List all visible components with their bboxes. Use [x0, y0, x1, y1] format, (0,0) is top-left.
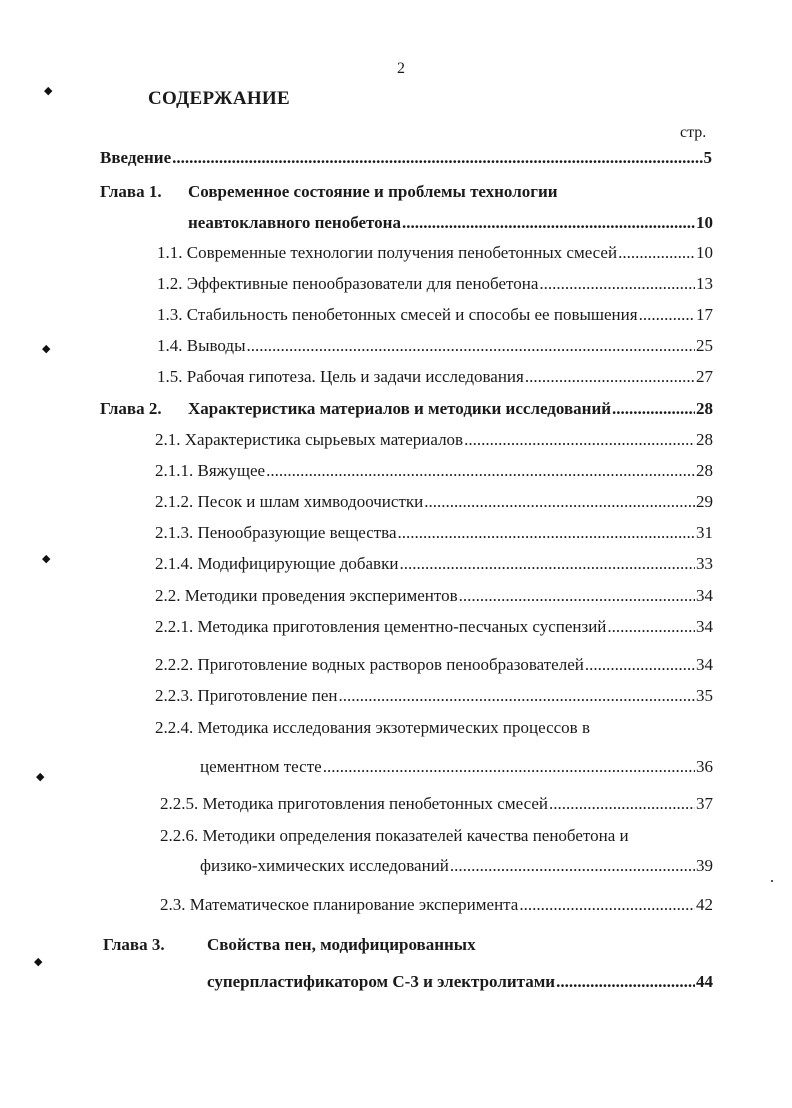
toc-entry[interactable]: 2.1.1. Вяжущее ..... 28	[155, 461, 713, 485]
binder-hole-mark: ◆	[36, 771, 45, 783]
leader-dots	[459, 586, 695, 606]
leader-dots	[639, 305, 695, 325]
page-title: СОДЕРЖАНИЕ	[148, 88, 290, 109]
chapter-2-label: Глава 2.	[100, 399, 162, 418]
leader-dots	[450, 856, 695, 876]
leader-dots	[424, 492, 695, 512]
toc-entry-2-3[interactable]: 2.3. Математическое планирование эксперимента ..... 42	[160, 895, 713, 919]
chapter-3-title: Свойства пен, модифицированных	[207, 935, 476, 954]
chapter-1-label: Глава 1.	[100, 182, 162, 201]
toc-entry-2-2-6[interactable]: физико-химических исследований ..... 39	[200, 856, 713, 880]
toc-entry-2-2-6-line1: 2.2.6. Методики определения показателей качества пенобетона и	[160, 826, 629, 845]
toc-entry-2-2-5[interactable]: 2.2.5. Методика приготовления пенобетонных смесей ..... 37	[160, 794, 713, 818]
toc-entry[interactable]: 2.2.2. Приготовление водных растворов пенообразователей ..... 34	[155, 655, 713, 679]
chapter-3-label: Глава 3.	[103, 935, 165, 954]
leader-dots	[247, 336, 695, 356]
leader-dots	[323, 757, 695, 777]
toc-entry-2-2-4-line1: 2.2.4. Методика исследования экзотермических процессов в	[155, 718, 590, 737]
toc-entry[interactable]: 2.2. Методики проведения экспериментов ..... 34	[155, 586, 713, 610]
page-column-label: стр.	[680, 124, 707, 141]
toc-entry[interactable]: 2.1. Характеристика сырьевых материалов ..... 28	[155, 430, 713, 454]
binder-hole-mark: ◆	[42, 343, 51, 355]
leader-dots	[539, 274, 695, 294]
leader-dots	[549, 794, 695, 814]
toc-entry-chapter-3[interactable]: суперпластификатором С-3 и электролитами ..... 44	[207, 972, 713, 996]
toc-entry[interactable]: 1.1. Современные технологии получения пенобетонных смесей ..... 10	[157, 243, 713, 267]
page-number: 2	[397, 60, 405, 77]
toc-entry-chapter-1[interactable]: неавтоклавного пенобетона ..... 10	[188, 213, 713, 237]
toc-entry-chapter-2[interactable]: Характеристика материалов и методики исследований ..... 28	[188, 399, 713, 423]
binder-hole-mark: ◆	[34, 956, 43, 968]
toc-entry[interactable]: 1.4. Выводы ..... 25	[157, 336, 713, 360]
leader-dots	[525, 367, 695, 387]
toc-entry[interactable]: 1.2. Эффективные пенообразователи для пенобетона ..... 13	[157, 274, 713, 298]
leader-dots	[519, 895, 695, 915]
leader-dots	[618, 243, 695, 263]
binder-hole-mark: ◆	[44, 85, 53, 97]
toc-entry[interactable]: 2.2.1. Методика приготовления цементно-песчаных суспензий ..... 34	[155, 617, 713, 641]
chapter-1-title: Современное состояние и проблемы технологии	[188, 182, 558, 201]
binder-hole-mark: ◆	[42, 553, 51, 565]
toc-entry[interactable]: 2.1.3. Пенообразующие вещества ..... 31	[155, 523, 713, 547]
leader-dots	[338, 686, 695, 706]
toc-entry[interactable]: 2.1.4. Модифицирующие добавки ..... 33	[155, 554, 713, 578]
leader-dots	[399, 554, 695, 574]
toc-entry[interactable]: 1.5. Рабочая гипотеза. Цель и задачи исследования ..... 27	[157, 367, 713, 391]
toc-entry[interactable]: 2.1.2. Песок и шлам химводоочистки ..... 29	[155, 492, 713, 516]
leader-dots	[612, 399, 695, 419]
leader-dots	[172, 148, 702, 168]
toc-entry-intro[interactable]: Введение ..... 5	[100, 148, 712, 172]
leader-dots	[398, 523, 695, 543]
toc-entry[interactable]: 1.3. Стабильность пенобетонных смесей и способы ее повышения ..... 17	[157, 305, 713, 329]
toc-entry[interactable]: 2.2.3. Приготовление пен ..... 35	[155, 686, 713, 710]
toc-entry-2-2-4[interactable]: цементном тесте ..... 36	[200, 757, 713, 781]
leader-dots	[607, 617, 695, 637]
leader-dots	[402, 213, 695, 233]
leader-dots	[464, 430, 695, 450]
leader-dots	[585, 655, 695, 675]
leader-dots	[556, 972, 695, 992]
leader-dots	[266, 461, 695, 481]
scan-speck	[771, 880, 773, 882]
